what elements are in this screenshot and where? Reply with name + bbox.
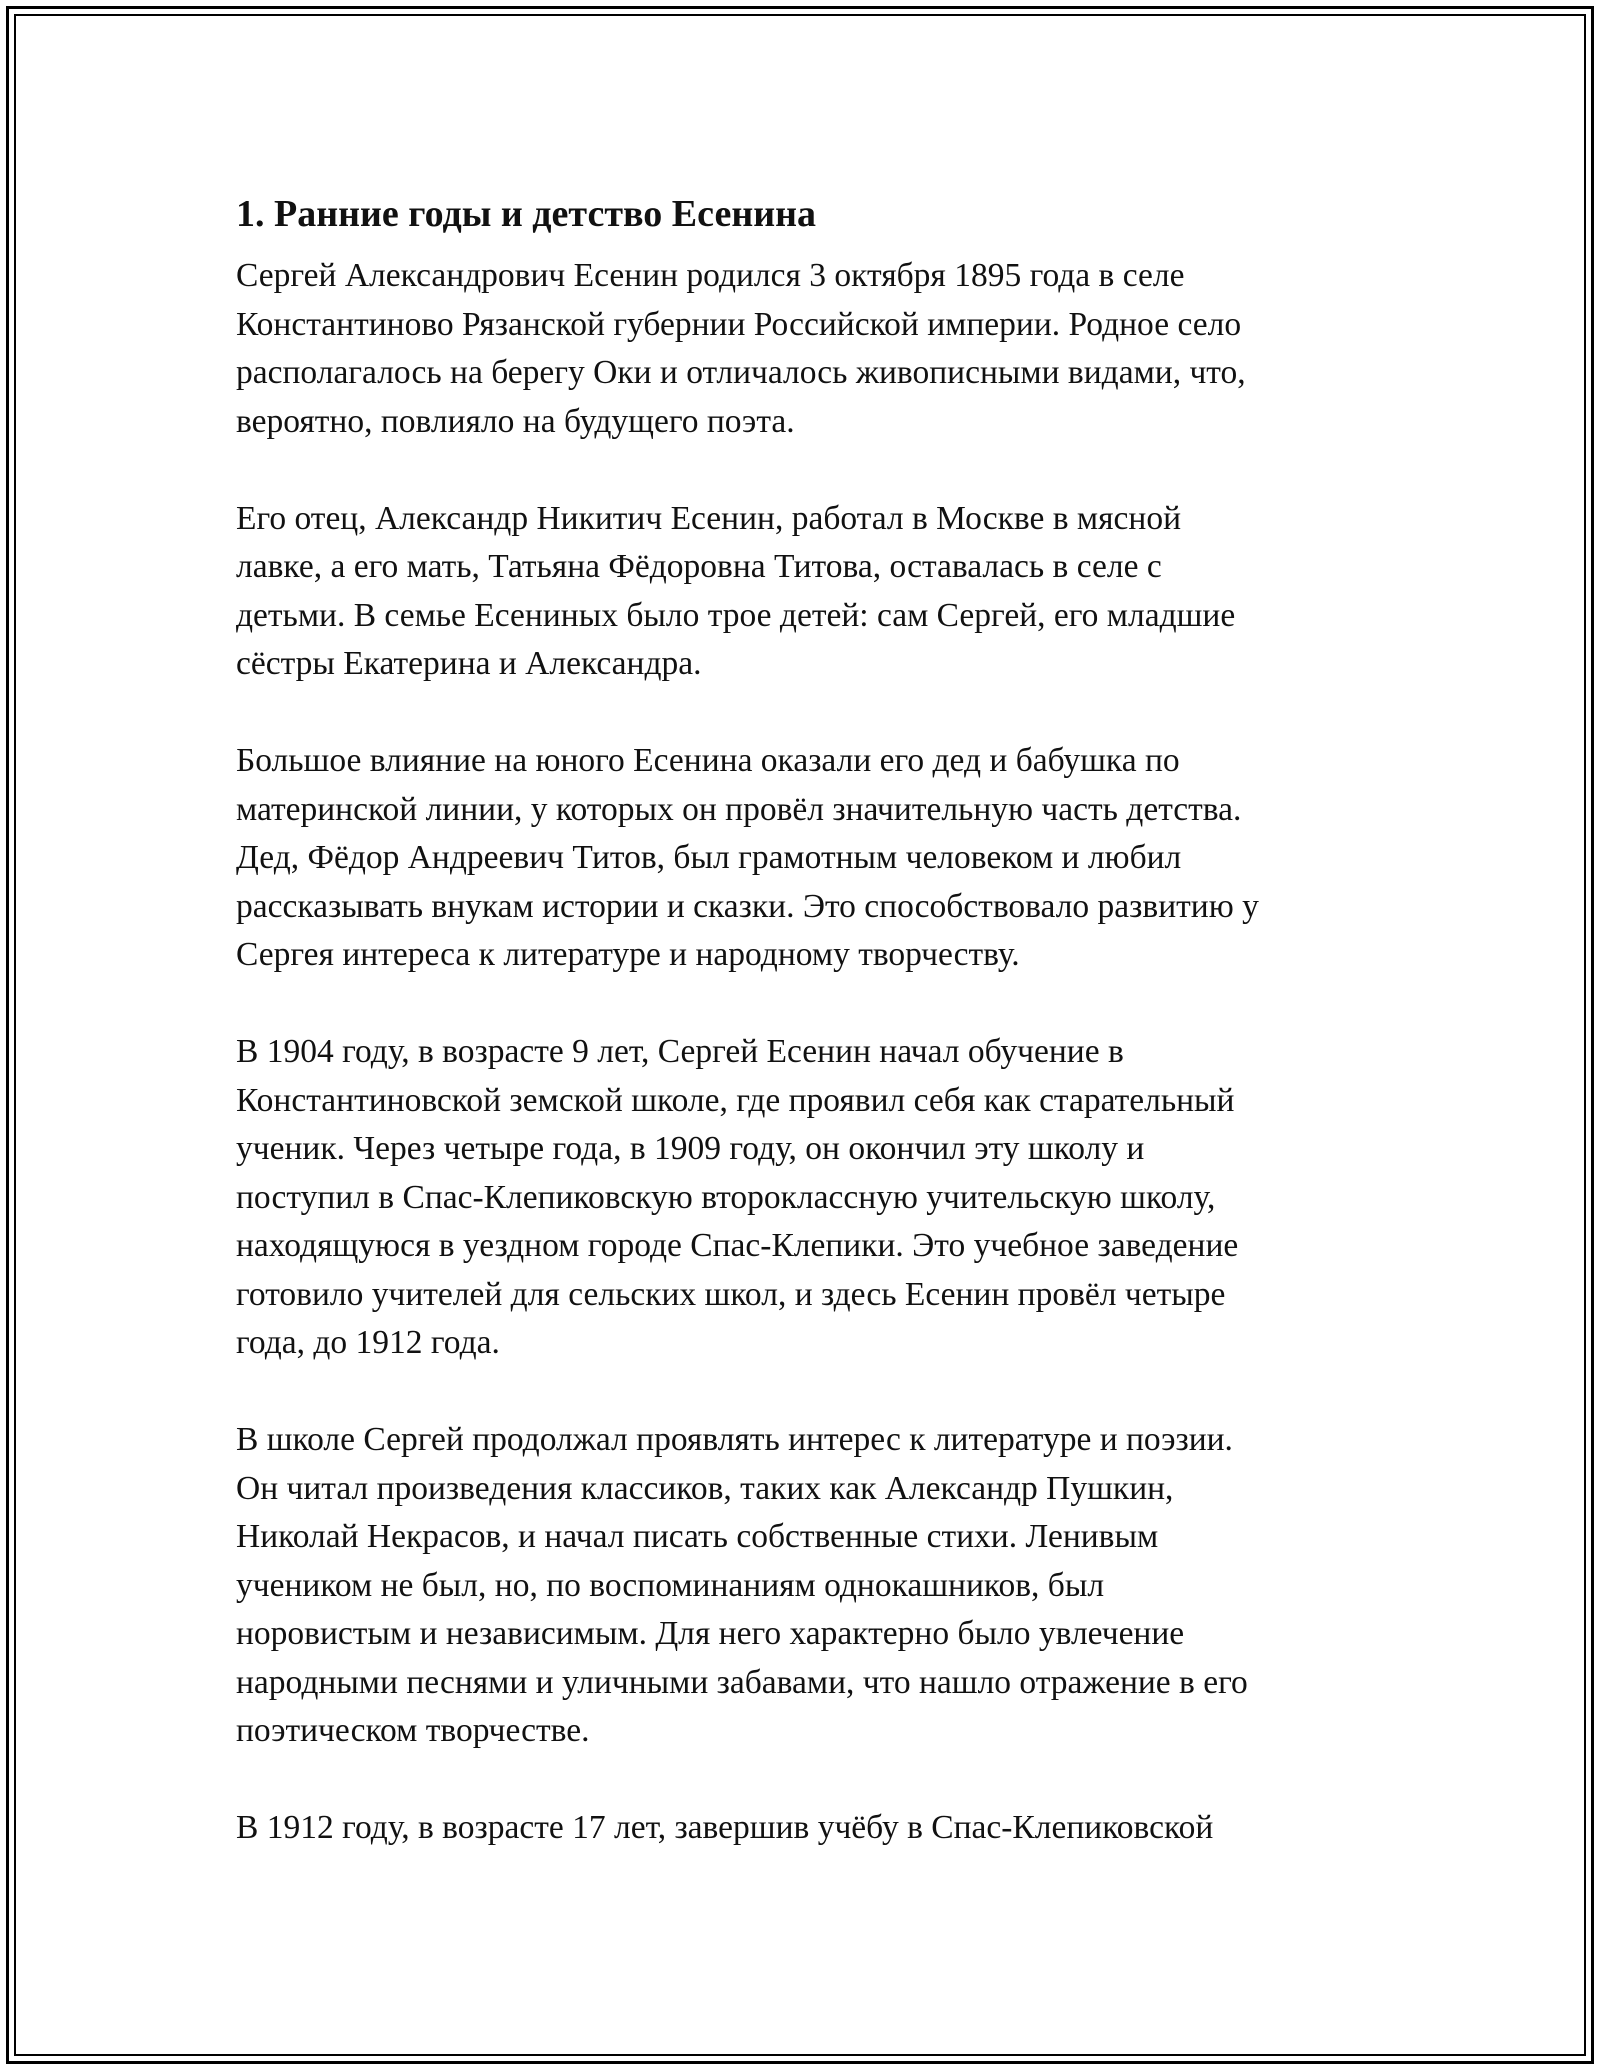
text-line: материнской линии, у которых он провёл значительную часть детства.	[236, 790, 1242, 828]
text-line: В 1904 году, в возрасте 9 лет, Сергей Есенин начал обучение в	[236, 1033, 1124, 1070]
paragraph-schooling	[236, 1028, 1366, 1368]
text-line: находящуюся в уездном городе Спас-Клепики. Это учебное заведение	[236, 1227, 1239, 1264]
text-line: Сергея интереса к литературе и народному творчеству.	[236, 936, 1020, 973]
text-line: поступил в Спас-Клепиковскую второклассную учительскую школу,	[236, 1178, 1216, 1216]
section-heading: 1. Ранние годы и детство Есенина	[236, 193, 817, 235]
text-line: рассказывать внукам истории и сказки. Это способствовало развитию у	[236, 887, 1259, 925]
text-line: готовило учителей для сельских школ, и здесь Есенин провёл четыре	[236, 1275, 1226, 1313]
text-line: норовистым и независимым. Для него характерно было увлечение	[236, 1615, 1185, 1652]
text-line: вероятно, повлияло на будущего поэта.	[236, 402, 795, 440]
paragraph-1912	[236, 1804, 1366, 1853]
paragraph-family	[236, 495, 1366, 689]
paragraph-grandparents	[236, 737, 1366, 980]
paragraph-birth	[236, 252, 1366, 446]
text-line: учеником не был, но, по воспоминаниям однокашников, был	[236, 1566, 1105, 1604]
text-line: ученик. Через четыре года, в 1909 году, он окончил эту школу и	[236, 1130, 1145, 1167]
text-line: Дед, Фёдор Андреевич Титов, был грамотным человеком и любил	[236, 839, 1182, 876]
document-body	[236, 186, 1366, 1901]
text-line: сёстры Екатерина и Александра.	[236, 645, 702, 682]
text-line: Константиново Рязанской губернии Российской империи. Родное село	[236, 305, 1242, 343]
paragraph-literary-interest	[236, 1416, 1366, 1756]
text-line: Сергей Александрович Есенин родился 3 октября 1895 года в селе	[236, 257, 1185, 294]
text-line: детьми. В семье Есениных было трое детей: сам Сергей, его младшие	[236, 596, 1236, 634]
text-line: народными песнями и уличными забавами, что нашло отражение в его	[236, 1663, 1248, 1701]
text-line: Он читал произведения классиков, таких как Александр Пушкин,	[236, 1469, 1174, 1507]
text-line: Константиновской земской школе, где проявил себя как старательный	[236, 1081, 1235, 1119]
text-line: поэтическом творчестве.	[236, 1712, 590, 1749]
text-line: Николай Некрасов, и начал писать собственные стихи. Ленивым	[236, 1518, 1159, 1555]
text-line: лавке, а его мать, Татьяна Фёдоровна Титова, оставалась в селе с	[236, 548, 1162, 585]
text-line: Его отец, Александр Никитич Есенин, работал в Москве в мясной	[236, 499, 1182, 537]
text-line: располагалось на берегу Оки и отличалось живописными видами, что,	[236, 354, 1246, 391]
text-line: В 1912 году, в возрасте 17 лет, завершив учёбу в Спас-Клепиковской	[236, 1809, 1214, 1846]
text-line: года, до 1912 года.	[236, 1324, 500, 1361]
text-line: Большое влияние на юного Есенина оказали его дед и бабушка по	[236, 742, 1180, 779]
text-line: В школе Сергей продолжал проявлять интерес к литературе и поэзии.	[236, 1421, 1233, 1458]
